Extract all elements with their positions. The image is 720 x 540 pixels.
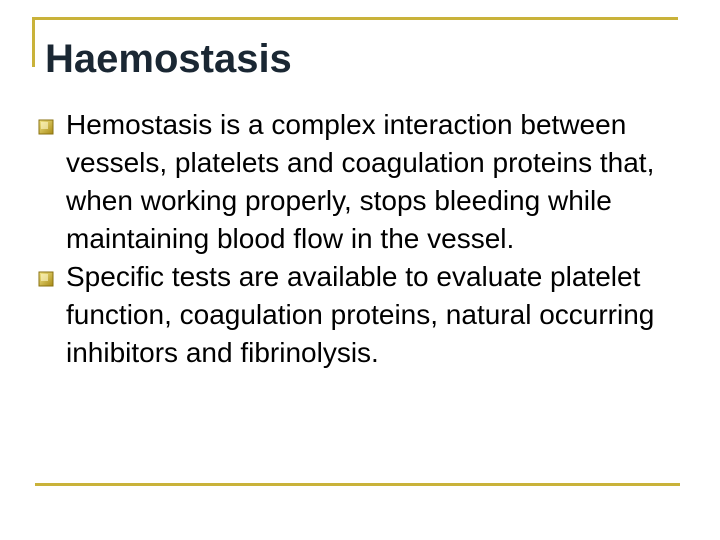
square-bullet-icon	[38, 271, 54, 287]
square-bullet-icon	[38, 119, 54, 135]
bullet-text: Hemostasis is a complex interaction between vessels, platelets and coagulation proteins that, when working properly, stops bleeding while maintaining blood flow in the vessel.	[66, 109, 655, 254]
frame-bottom-line	[35, 483, 680, 486]
frame-left-line	[32, 17, 35, 67]
bullet-text: Specific tests are available to evaluate platelet function, coagulation proteins, natural occurring inhibitors and fibrinolysis.	[66, 261, 655, 368]
bullet-item	[36, 258, 686, 372]
bullet-item	[36, 106, 686, 258]
frame-top-line	[32, 17, 678, 20]
slide-title: Haemostasis	[45, 37, 292, 81]
bullet-list	[36, 106, 686, 372]
